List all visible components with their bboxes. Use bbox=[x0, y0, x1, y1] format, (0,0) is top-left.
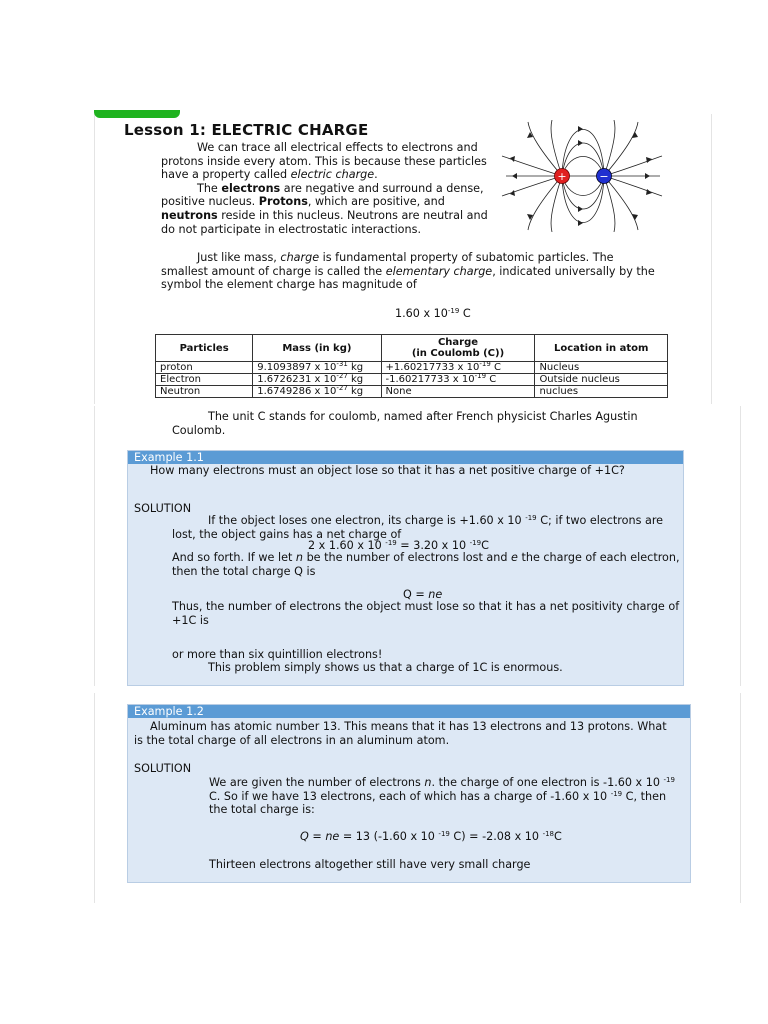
header-location: Location in atom bbox=[535, 335, 668, 362]
header-particles: Particles bbox=[156, 335, 253, 362]
unit-note: The unit C stands for coulomb, named after French physicist Charles Agustin Coulomb. bbox=[172, 410, 638, 437]
intro-text bbox=[161, 141, 496, 236]
header-charge: Charge (in Coulomb (C)) bbox=[381, 335, 535, 362]
example-1-solution-label: SOLUTION bbox=[134, 502, 192, 515]
electron-sign: − bbox=[599, 170, 609, 183]
example-1-box bbox=[127, 450, 684, 686]
header-mass: Mass (in kg) bbox=[253, 335, 381, 362]
paragraph-3: Just like mass, charge is fundamental property of subatomic particles. The smallest amount of charge is called the elementary charge, indicated universally by the symbol the element charge has magnitude of bbox=[161, 251, 655, 292]
example-1-step-2: 2 x 1.60 x 10 $^{-19}$ = 3.20 x 10 $^{-19}$C bbox=[308, 539, 489, 552]
example-2-step-1: We are given the number of electrons n. the charge of one electron is -1.60 x 10 $^{-19}$ C. So if we have 13 electrons, each of which has a charge of -1.60 x 10 $^{-19}$ C, then the total charge is: bbox=[209, 776, 675, 817]
electric-field-diagram bbox=[500, 120, 665, 232]
example-2-box bbox=[127, 704, 691, 883]
proton-sign: + bbox=[557, 170, 567, 183]
elementary-charge-value: 1.60 x $10^{-19}$ C bbox=[395, 307, 471, 320]
example-2-conclusion: Thirteen electrons altogether still have very small charge bbox=[209, 858, 531, 871]
table-row: Neutron 1.6749286 x $10^{-27}$ kg None nuclues bbox=[156, 386, 668, 398]
example-2-question: Aluminum has atomic number 13. This means that it has 13 electrons and 13 protons. What is the total charge of all electrons in an aluminum atom. bbox=[134, 720, 667, 747]
table-header-row bbox=[156, 335, 668, 362]
example-1-header: Example 1.1 bbox=[128, 451, 683, 464]
lesson-title: Lesson 1: ELECTRIC CHARGE bbox=[124, 121, 369, 139]
example-2-header: Example 1.2 bbox=[128, 705, 690, 718]
paragraph-2: The electrons are negative and surround a dense, positive nucleus. Protons, which are positive, and neutrons reside in this nucleus. Neutrons are neutral and do not participate in electrostatic interactions. bbox=[161, 181, 488, 236]
example-1-equation: Q = ne bbox=[403, 588, 443, 601]
example-2-equation: Q = ne = 13 (-1.60 x 10 $^{-19}$ C) = -2.08 x 10 $^{-18}$C bbox=[300, 830, 562, 843]
example-1-step-5: or more than six quintillion electrons! bbox=[172, 648, 383, 661]
example-1-question: How many electrons must an object lose so that it has a net positive charge of +1C? bbox=[150, 464, 625, 477]
example-1-step-4: Thus, the number of electrons the object must lose so that it has a net positivity charge of +1C is bbox=[172, 600, 680, 627]
table-row: Electron 1.6726231 x $10^{-27}$ kg -1.60217733 x $10^{-19}$ C Outside nucleus bbox=[156, 374, 668, 386]
green-tab bbox=[94, 110, 180, 118]
table-row: proton 9.1093897 x $10^{-31}$ kg +1.60217733 x $10^{-19}$ C Nucleus bbox=[156, 362, 668, 374]
example-1-step-1: If the object loses one electron, its charge is +1.60 x 10 $^{-19}$ C; if two electrons are lost, the object gains has a net charge of bbox=[172, 514, 664, 541]
example-2-solution-label: SOLUTION bbox=[134, 762, 192, 775]
paragraph-1: We can trace all electrical effects to electrons and protons inside every atom. This is because these particles have a property called electric charge. bbox=[161, 141, 487, 182]
example-1-step-3: And so forth. If we let n be the number of electrons lost and e the charge of each electron, then the total charge Q is bbox=[172, 551, 680, 578]
example-1-step-6: This problem simply shows us that a charge of 1C is enormous. bbox=[208, 661, 563, 674]
particles-table bbox=[155, 334, 668, 398]
